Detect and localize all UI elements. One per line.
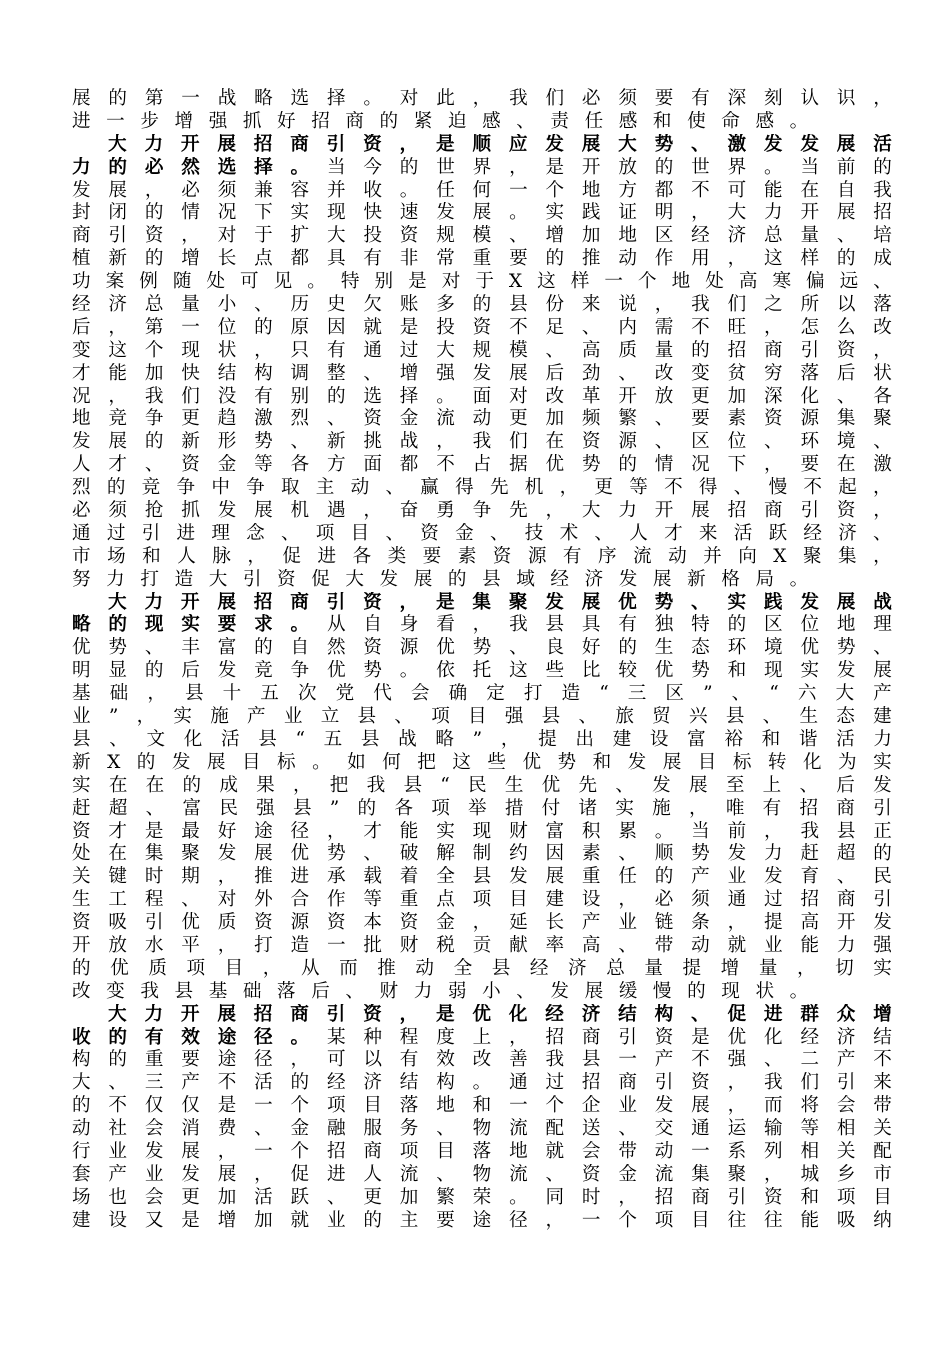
text-line: 努 力 打 造 大 引 资 促 大 发 展 的 县 域 经 济 发 展 新 格 局 。 bbox=[72, 568, 809, 590]
text-line: 县 、 文 化 活 县 “ 五 县 战 略 ” ， 提 出 建 设 富 裕 和 谐 活 力 bbox=[72, 728, 892, 750]
text-line: 必 须 抢 抓 发 展 机 遇 ， 奋 勇 争 先 ， 大 力 开 展 招 商 引 资 ， bbox=[72, 500, 892, 522]
text-line: 市 场 和 人 脉 ， 促 进 各 类 要 素 资 源 有 序 流 动 并 向 X 聚 集 ， bbox=[72, 545, 892, 567]
text-line: 行 业 发 展 ， 一 个 招 商 项 目 落 地 就 会 带 动 一 系 列 相 关 配 bbox=[72, 1140, 892, 1162]
text-line: 实 在 在 的 成 果 ， 把 我 县 “ 民 生 优 先 、 发 展 至 上 、 后 发 bbox=[72, 774, 892, 796]
text-line: 优 势 、 丰 富 的 自 然 资 源 优 势 、 良 好 的 生 态 环 境 优 势 、 bbox=[72, 637, 892, 659]
text-line: 改 变 我 县 基 础 落 后 、 财 力 弱 小 、 发 展 缓 慢 的 现 状 。 bbox=[72, 980, 809, 1002]
text-line: 大 力 开 展 招 商 引 资 ， 是 优 化 经 济 结 构 、 促 进 群 众 增 bbox=[108, 1003, 892, 1025]
text-line: 资 吸 引 优 质 资 源 资 本 资 金 ， 延 长 产 业 链 条 ， 提 高 开 发 bbox=[72, 912, 892, 934]
text-line: 资 才 是 最 好 途 径 ， 才 能 实 现 财 富 积 累 。 当 前 ， 我 县 正 bbox=[72, 820, 892, 842]
text-line: 场 也 会 更 加 活 跃 、 更 加 繁 荣 。 同 时 ， 招 商 引 资 和 项 目 bbox=[72, 1186, 892, 1208]
text-line: 商 引 资 ， 对 于 扩 大 投 资 规 模 、 增 加 地 区 经 济 总 量 、 培 bbox=[72, 225, 892, 247]
text-line: 力 的 必 然 选 择 。 当 今 的 世 界 ， 是 开 放 的 世 界 。 当 前 的 bbox=[72, 156, 892, 178]
text-line: 况 ， 我 们 没 有 别 的 选 择 。 面 对 改 革 开 放 更 加 深 化 、 各 bbox=[72, 385, 892, 407]
text-line: 开 放 水 平 ， 打 造 一 批 财 税 贡 献 率 高 、 带 动 就 业 能 力 强 bbox=[72, 934, 892, 956]
text-line: 进 一 步 增 强 抓 好 招 商 的 紧 迫 感 、 责 任 感 和 使 命 感 。 bbox=[72, 110, 809, 132]
text-line: 发 展 的 新 形 势 、 新 挑 战 ， 我 们 在 资 源 、 区 位 、 环 境 、 bbox=[72, 431, 892, 453]
text-line: 动 社 会 消 费 、 金 融 服 务 、 物 流 配 送 、 交 通 运 输 等 相 关 bbox=[72, 1118, 892, 1140]
text-line: 略 的 现 实 要 求 。 从 自 身 看 ， 我 县 具 有 独 特 的 区 位 地 理 bbox=[72, 614, 892, 636]
text-line: 才 能 加 快 结 构 调 整 、 增 强 发 展 后 劲 、 改 变 贫 穷 落 后 状 bbox=[72, 362, 892, 384]
text-line: 建 设 又 是 增 加 就 业 的 主 要 途 径 ， 一 个 项 目 往 往 能 吸 纳 bbox=[72, 1209, 892, 1231]
text-line: 封 闭 的 情 况 下 实 现 快 速 发 展 。 实 践 证 明 ， 大 力 开 展 招 bbox=[72, 202, 892, 224]
text-line: 大 、 三 产 不 活 的 经 济 结 构 。 通 过 招 商 引 资 ， 我 们 引 来 bbox=[72, 1072, 892, 1094]
text-line: 地 竞 争 更 趋 激 烈 、 资 金 流 动 更 加 频 繁 、 要 素 资 源 集 聚 bbox=[72, 408, 892, 430]
text-line: 人 才 、 资 金 等 各 方 面 都 不 占 据 优 势 的 情 况 下 ， 要 在 激 bbox=[72, 454, 892, 476]
text-line: 生 工 程 、 对 外 合 作 等 重 点 项 目 建 设 ， 必 须 通 过 招 商 引 bbox=[72, 889, 892, 911]
text-line: 收 的 有 效 途 径 。 某 种 程 度 上 ， 招 商 引 资 是 优 化 经 济 结 bbox=[72, 1026, 892, 1048]
text-line: 业 ” ， 实 施 产 业 立 县 、 项 目 强 县 、 旅 贸 兴 县 、 生 态 建 bbox=[72, 706, 892, 728]
text-line: 明 显 的 后 发 竞 争 优 势 。 依 托 这 些 比 较 优 势 和 现 实 发 展 bbox=[72, 660, 892, 682]
text-line: 处 在 集 聚 发 展 优 势 、 破 解 制 约 因 素 、 顺 势 发 力 赶 超 的 bbox=[72, 843, 892, 865]
text-line: 新 X 的 发 展 目 标 。 如 何 把 这 些 优 势 和 发 展 目 标 转 化 为 实 bbox=[72, 751, 892, 773]
text-line: 后 ， 第 一 位 的 原 因 就 是 投 资 不 足 、 内 需 不 旺 ， 怎 么 改 bbox=[72, 316, 892, 338]
text-line: 通 过 引 进 理 念 、 项 目 、 资 金 、 技 术 、 人 才 来 活 跃 经 济 、 bbox=[72, 522, 892, 544]
text-line: 植 新 的 增 长 点 都 具 有 非 常 重 要 的 推 动 作 用 ， 这 样 的 成 bbox=[72, 248, 892, 270]
text-line: 功 案 例 随 处 可 见 。 特 别 是 对 于 X 这 样 一 个 地 处 高 寒 偏 远 、 bbox=[72, 271, 892, 293]
text-line: 展 的 第 一 战 略 选 择 。 对 此 ， 我 们 必 须 要 有 深 刻 认 识 ， bbox=[72, 88, 892, 109]
text-line: 变 这 个 现 状 ， 只 有 通 过 大 规 模 、 高 质 量 的 招 商 引 资 ， bbox=[72, 339, 892, 361]
text-line: 烈 的 竞 争 中 争 取 主 动 、 赢 得 先 机 ， 更 等 不 得 、 慢 不 起 ， bbox=[72, 477, 892, 499]
text-line: 的 不 仅 仅 是 一 个 项 目 落 地 和 一 个 企 业 发 展 ， 而 将 会 带 bbox=[72, 1095, 892, 1117]
text-line: 关 键 时 期 ， 推 进 承 载 着 全 县 发 展 重 任 的 产 业 发 育 、 民 bbox=[72, 866, 892, 888]
document-body bbox=[72, 88, 892, 1233]
text-line: 大 力 开 展 招 商 引 资 ， 是 集 聚 发 展 优 势 、 实 践 发 展 战 bbox=[108, 591, 892, 613]
text-line: 经 济 总 量 小 、 历 史 欠 账 多 的 县 份 来 说 ， 我 们 之 所 以 落 bbox=[72, 294, 892, 316]
text-line: 的 优 质 项 目 ， 从 而 推 动 全 县 经 济 总 量 提 增 量 ， 切 实 bbox=[72, 957, 892, 979]
text-line: 大 力 开 展 招 商 引 资 ， 是 顺 应 发 展 大 势 、 激 发 发 展 活 bbox=[108, 133, 892, 155]
text-line: 套 产 业 发 展 ， 促 进 人 流 、 物 流 、 资 金 流 集 聚 ， 城 乡 市 bbox=[72, 1163, 892, 1185]
text-line: 赶 超 、 富 民 强 县 ” 的 各 项 举 措 付 诸 实 施 ， 唯 有 招 商 引 bbox=[72, 797, 892, 819]
text-line: 发 展 ， 必 须 兼 容 并 收 。 任 何 一 个 地 方 都 不 可 能 在 自 我 bbox=[72, 179, 892, 201]
text-line: 构 的 重 要 途 径 ， 可 以 有 效 改 善 我 县 一 产 不 强 、 二 产 不 bbox=[72, 1049, 892, 1071]
text-line: 基 础 ， 县 十 五 次 党 代 会 确 定 打 造 “ 三 区 ” 、 “ 六 大 产 bbox=[72, 683, 892, 705]
